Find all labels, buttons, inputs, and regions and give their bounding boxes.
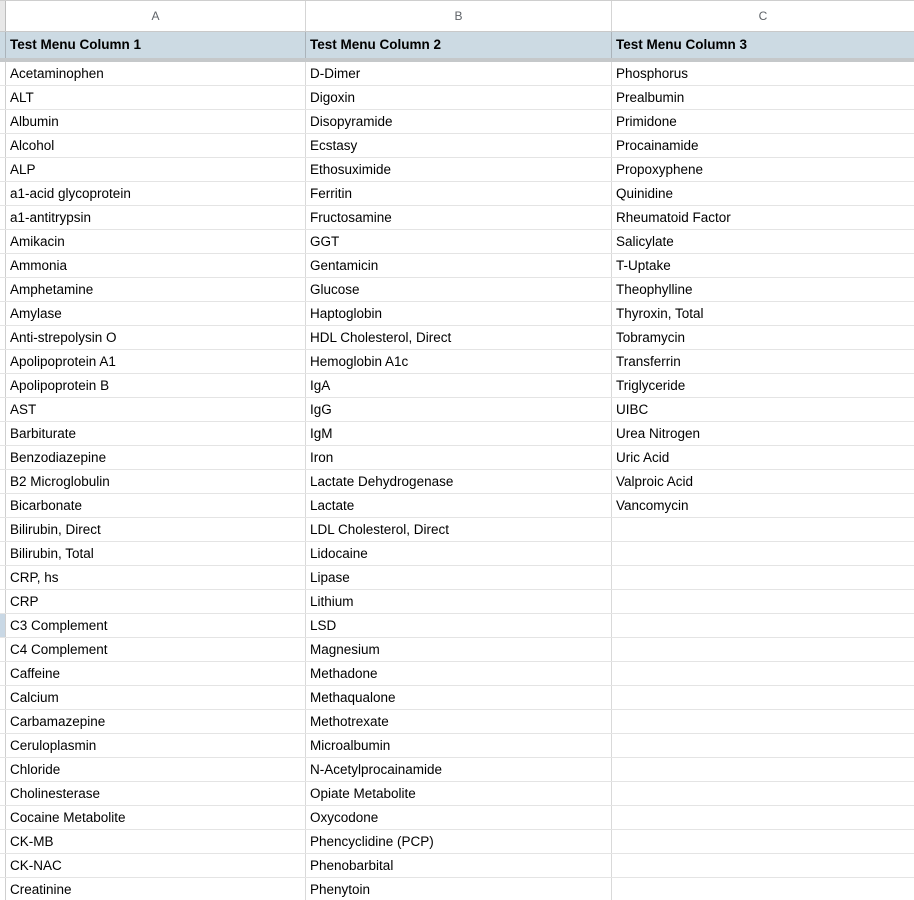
cell[interactable]: Cholinesterase [6, 782, 306, 805]
cell[interactable]: Salicylate [616, 234, 674, 249]
cell[interactable]: HDL Cholesterol, Direct [306, 326, 612, 349]
table-row [0, 878, 914, 900]
cell[interactable]: Amylase [6, 302, 306, 325]
cell[interactable]: Valproic Acid [616, 474, 694, 489]
table-row [0, 326, 914, 350]
cell[interactable] [612, 566, 914, 589]
header-row [0, 32, 914, 58]
cell[interactable]: T-Uptake [616, 258, 671, 273]
cell[interactable]: AST [6, 398, 306, 421]
cell[interactable]: a1-antitrypsin [6, 206, 306, 229]
table-row [0, 110, 914, 134]
cell[interactable]: Bicarbonate [6, 494, 306, 517]
cell[interactable]: Uric Acid [616, 450, 670, 465]
cell[interactable]: ALP [6, 158, 306, 181]
header-cell-test-menu-column-1[interactable]: Test Menu Column 1 [6, 32, 306, 58]
cell[interactable]: Urea Nitrogen [616, 426, 701, 441]
cell[interactable]: Lithium [306, 590, 612, 613]
table-row [0, 758, 914, 782]
column-header-b[interactable]: B [306, 1, 612, 31]
cell[interactable]: Gentamicin [306, 254, 612, 277]
cell[interactable]: Alcohol [6, 134, 306, 157]
cell[interactable]: Carbamazepine [6, 710, 306, 733]
cell[interactable]: Apolipoprotein A1 [6, 350, 306, 373]
table-row [0, 254, 914, 278]
cell[interactable]: Propoxyphene [616, 162, 704, 177]
table-row [0, 302, 914, 326]
cell[interactable]: Microalbumin [306, 734, 612, 757]
cell[interactable]: Thyroxin, Total [616, 306, 704, 321]
cell[interactable]: Methotrexate [306, 710, 612, 733]
header-cell-test-menu-column-3[interactable]: Test Menu Column 3 [616, 37, 748, 52]
cell[interactable]: Prealbumin [616, 90, 685, 105]
table-row [0, 62, 914, 86]
cell[interactable]: Methadone [306, 662, 612, 685]
table-row [0, 374, 914, 398]
cell[interactable]: GGT [306, 230, 612, 253]
cell[interactable]: Caffeine [6, 662, 306, 685]
cell[interactable]: Tobramycin [616, 330, 686, 345]
table-row [0, 638, 914, 662]
cell[interactable]: LDL Cholesterol, Direct [306, 518, 612, 541]
cell[interactable]: IgG [306, 398, 612, 421]
cell[interactable]: Quinidine [616, 186, 674, 201]
table-row [0, 686, 914, 710]
table-row [0, 398, 914, 422]
cell[interactable]: Glucose [306, 278, 612, 301]
cell[interactable]: LSD [306, 614, 612, 637]
cell[interactable]: IgA [306, 374, 612, 397]
cell[interactable]: Theophylline [616, 282, 693, 297]
table-row [0, 830, 914, 854]
cell[interactable]: Bilirubin, Direct [6, 518, 306, 541]
cell[interactable]: Barbiturate [6, 422, 306, 445]
cell[interactable]: Chloride [6, 758, 306, 781]
cell[interactable] [612, 614, 914, 637]
cell[interactable]: CK-NAC [6, 854, 306, 877]
cell[interactable]: Opiate Metabolite [306, 782, 612, 805]
cell[interactable] [612, 710, 914, 733]
table-row [0, 206, 914, 230]
cell[interactable]: Albumin [6, 110, 306, 133]
cell[interactable]: Acetaminophen [6, 62, 306, 85]
cell[interactable]: Amikacin [6, 230, 306, 253]
cell[interactable] [612, 854, 914, 877]
cell[interactable]: Procainamide [616, 138, 699, 153]
cell[interactable]: Lipase [306, 566, 612, 589]
cell[interactable]: Vancomycin [616, 498, 689, 513]
column-letter-band [0, 0, 914, 32]
cell[interactable]: Creatinine [6, 878, 306, 900]
cell[interactable]: Lidocaine [306, 542, 612, 565]
table-row [0, 86, 914, 110]
table-row [0, 662, 914, 686]
cell[interactable]: CK-MB [6, 830, 306, 853]
cell[interactable]: B2 Microglobulin [6, 470, 306, 493]
cell[interactable] [612, 782, 914, 805]
cell[interactable]: Anti-strepolysin O [6, 326, 306, 349]
table-row [0, 350, 914, 374]
cell[interactable]: UIBC [616, 402, 649, 417]
cell[interactable]: C3 Complement [6, 614, 306, 637]
cell[interactable]: Ceruloplasmin [6, 734, 306, 757]
cell[interactable]: Oxycodone [306, 806, 612, 829]
cell[interactable]: Phenobarbital [306, 854, 612, 877]
table-row [0, 710, 914, 734]
sheet-rows [0, 62, 914, 900]
column-header-a[interactable]: A [6, 1, 306, 31]
table-row [0, 518, 914, 542]
cell[interactable]: CRP, hs [6, 566, 306, 589]
cell[interactable]: Hemoglobin A1c [306, 350, 612, 373]
table-row [0, 734, 914, 758]
table-row [0, 182, 914, 206]
table-row [0, 422, 914, 446]
cell[interactable]: Phenytoin [306, 878, 612, 900]
cell[interactable]: Digoxin [306, 86, 612, 109]
cell[interactable]: Cocaine Metabolite [6, 806, 306, 829]
cell[interactable]: IgM [306, 422, 612, 445]
cell[interactable] [612, 542, 914, 565]
cell[interactable] [612, 806, 914, 829]
table-row [0, 614, 914, 638]
cell[interactable]: a1-acid glycoprotein [6, 182, 306, 205]
table-row [0, 494, 914, 518]
cell[interactable] [612, 590, 914, 613]
cell[interactable]: Methaqualone [306, 686, 612, 709]
cell[interactable]: Benzodiazepine [6, 446, 306, 469]
cell[interactable]: D-Dimer [306, 62, 612, 85]
table-row [0, 854, 914, 878]
table-row [0, 590, 914, 614]
cell[interactable]: ALT [6, 86, 306, 109]
cell[interactable]: Primidone [616, 114, 677, 129]
cell[interactable] [612, 758, 914, 781]
table-row [0, 782, 914, 806]
cell[interactable]: N-Acetylprocainamide [306, 758, 612, 781]
cell[interactable]: Rheumatoid Factor [616, 210, 731, 225]
cell[interactable]: Transferrin [616, 354, 681, 369]
cell[interactable]: Magnesium [306, 638, 612, 661]
cell[interactable]: Ammonia [6, 254, 306, 277]
cell[interactable]: Ecstasy [306, 134, 612, 157]
column-header-c[interactable]: C [758, 9, 768, 23]
table-row [0, 158, 914, 182]
cell[interactable]: Fructosamine [306, 206, 612, 229]
cell[interactable]: Lactate [306, 494, 612, 517]
cell[interactable]: CRP [6, 590, 306, 613]
cell[interactable]: Triglyceride [616, 378, 686, 393]
table-row [0, 542, 914, 566]
cell[interactable]: C4 Complement [6, 638, 306, 661]
cell[interactable]: Amphetamine [6, 278, 306, 301]
cell[interactable]: Ethosuximide [306, 158, 612, 181]
table-row [0, 134, 914, 158]
cell[interactable]: Haptoglobin [306, 302, 612, 325]
cell[interactable]: Lactate Dehydrogenase [306, 470, 612, 493]
cell[interactable]: Bilirubin, Total [6, 542, 306, 565]
table-row [0, 278, 914, 302]
cell[interactable] [612, 662, 914, 685]
cell[interactable]: Iron [306, 446, 612, 469]
cell[interactable] [612, 734, 914, 757]
cell[interactable] [612, 686, 914, 709]
table-row [0, 230, 914, 254]
cell[interactable]: Phencyclidine (PCP) [306, 830, 612, 853]
table-row [0, 470, 914, 494]
cell[interactable] [612, 830, 914, 853]
table-row [0, 806, 914, 830]
cell[interactable] [612, 638, 914, 661]
table-row [0, 566, 914, 590]
cell[interactable]: Calcium [6, 686, 306, 709]
table-row [0, 446, 914, 470]
cell[interactable] [612, 518, 914, 541]
cell[interactable]: Phosphorus [616, 66, 689, 81]
cell[interactable]: Apolipoprotein B [6, 374, 306, 397]
cell[interactable]: Disopyramide [306, 110, 612, 133]
header-cell-test-menu-column-2[interactable]: Test Menu Column 2 [306, 32, 612, 58]
cell[interactable]: Ferritin [306, 182, 612, 205]
cell[interactable] [612, 878, 914, 900]
